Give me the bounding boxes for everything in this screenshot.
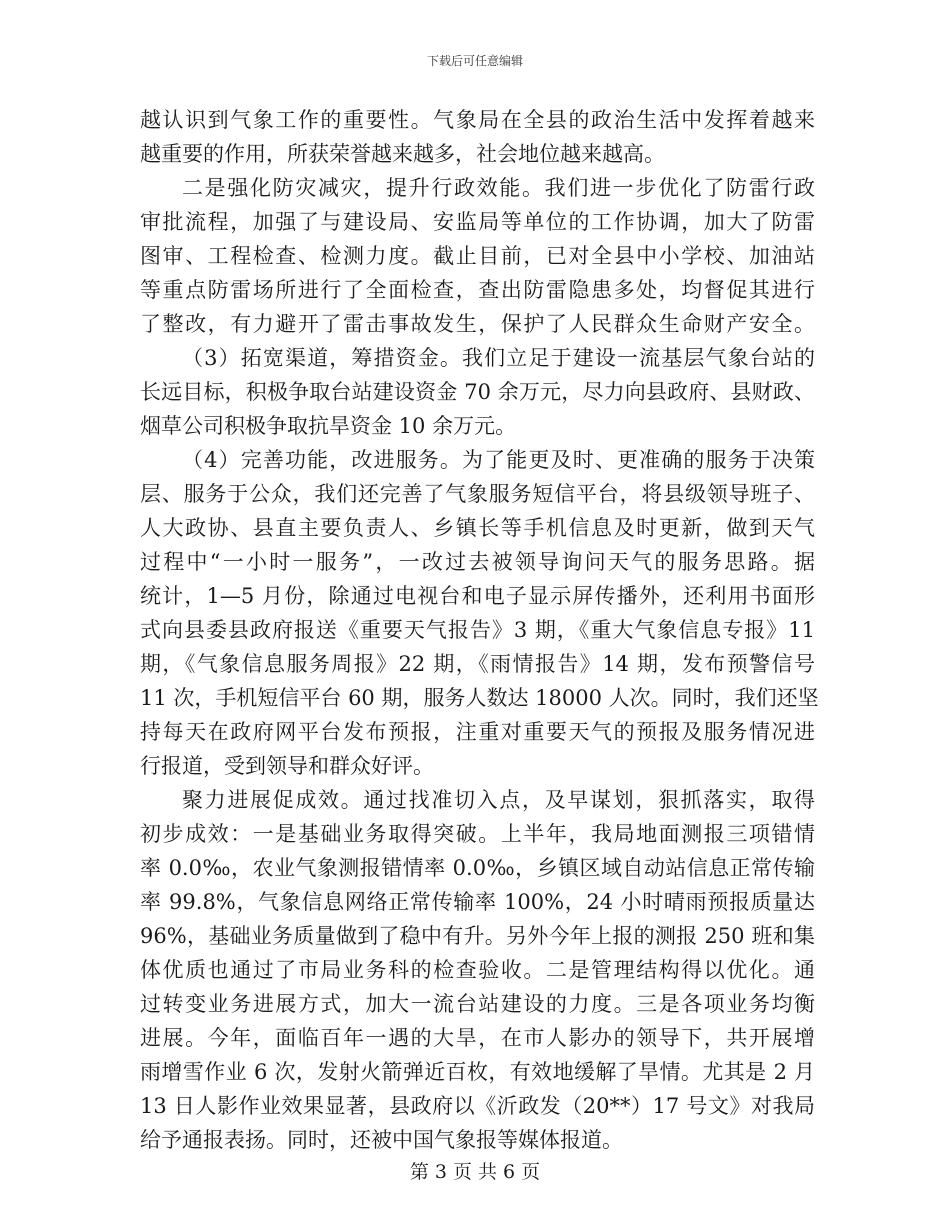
text-line: 进展。今年，面临百年一遇的大旱，在市人影办的领导下，共开展增 (140, 1026, 815, 1050)
text-line: 越认识到气象工作的重要性。气象局在全县的政治生活中发挥着越来 (140, 108, 815, 132)
text-line: 过转变业务进展方式，加大一流台站建设的力度。三是各项业务均衡 (140, 992, 815, 1016)
text-line: 式向县委县政府报送《重要天气报告》3 期，《重大气象信息专报》11 (140, 618, 815, 642)
text-line: 率 99.8%，气象信息网络正常传输率 100%，24 小时晴雨预报质量达 (140, 890, 815, 914)
text-line: （3）拓宽渠道，筹措资金。我们立足于建设一流基层气象台站的 (182, 346, 815, 370)
text-line: 过程中“一小时一服务”，一改过去被领导询问天气的服务思路。据 (140, 550, 815, 574)
text-line: 体优质也通过了市局业务科的检查验收。二是管理结构得以优化。通 (140, 958, 815, 982)
text-line: 期，《气象信息服务周报》22 期，《雨情报告》14 期，发布预警信号 (140, 652, 815, 676)
text-line: 13 日人影作业效果显著，县政府以《沂政发（20**）17 号文》对我局 (140, 1094, 815, 1118)
page-header: 下载后可任意编辑 (426, 54, 523, 68)
text-line: 长远目标，积极争取台站建设资金 70 余万元，尽力向县政府、县财政、 (140, 380, 815, 404)
text-line: 烟草公司积极争取抗旱资金 10 余万元。 (140, 414, 517, 438)
text-line: 11 次，手机短信平台 60 期，服务人数达 18000 人次。同时，我们还坚 (140, 686, 819, 710)
text-line: 聚力进展促成效。通过找准切入点，及早谋划，狠抓落实，取得 (182, 788, 815, 812)
text-line: （4）完善功能，改进服务。为了能更及时、更准确的服务于决策 (182, 448, 815, 472)
text-line: 人大政协、县直主要负责人、乡镇长等手机信息及时更新，做到天气 (140, 516, 815, 540)
page-number: 第 3 页 共 6 页 (409, 1161, 541, 1183)
text-line: 二是强化防灾减灾，提升行政效能。我们进一步优化了防雷行政 (182, 176, 815, 200)
text-line: 统计，1—5 月份，除通过电视台和电子显示屏传播外，还利用书面形 (140, 584, 815, 608)
text-line: 雨增雪作业 6 次，发射火箭弹近百枚，有效地缓解了旱情。尤其是 2 月 (140, 1060, 815, 1084)
text-line: 行报道，受到领导和群众好评。 (140, 754, 434, 778)
text-line: 给予通报表扬。同时，还被中国气象报等媒体报道。 (140, 1128, 623, 1152)
text-line: 96%，基础业务质量做到了稳中有升。另外今年上报的测报 250 班和集 (140, 924, 815, 948)
text-line: 了整改，有力避开了雷击事故发生，保护了人民群众生命财产安全。 (140, 312, 815, 336)
text-line: 层、服务于公众，我们还完善了气象服务短信平台，将县级领导班子、 (140, 482, 815, 506)
text-line: 越重要的作用，所获荣誉越来越多，社会地位越来越高。 (140, 142, 665, 166)
text-line: 率 0.0‰，农业气象测报错情率 0.0‰，乡镇区域自动站信息正常传输 (140, 856, 815, 880)
document-body (140, 103, 819, 1157)
text-line: 持每天在政府网平台发布预报，注重对重要天气的预报及服务情况进 (140, 720, 815, 744)
text-line: 图审、工程检查、检测力度。截止目前，已对全县中小学校、加油站 (140, 244, 815, 268)
text-line: 初步成效：一是基础业务取得突破。上半年，我局地面测报三项错情 (140, 822, 815, 846)
text-line: 等重点防雷场所进行了全面检查，查出防雷隐患多处，均督促其进行 (140, 278, 815, 302)
text-line: 审批流程，加强了与建设局、安监局等单位的工作协调，加大了防雷 (140, 210, 815, 234)
